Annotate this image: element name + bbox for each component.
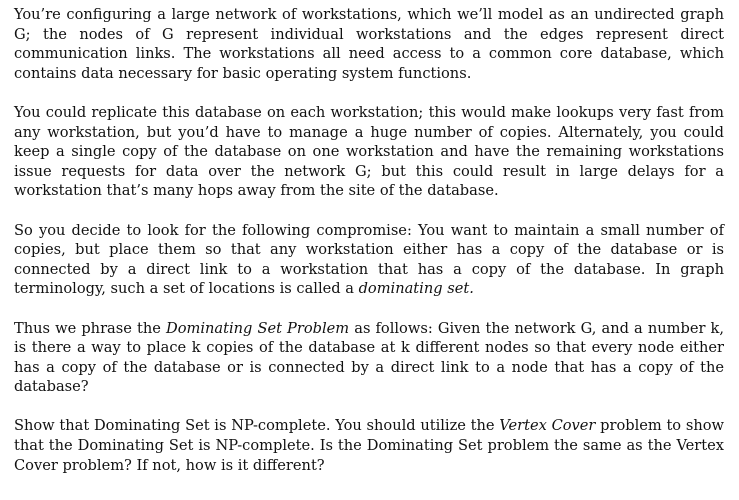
text-segment: as follows: Given the network G, and a number k, is there a way to place k copies of the database at k different nodes so that every node either has a copy of the database or is connected by a direct link to a node that has a copy of the database? [14, 319, 725, 396]
text-segment: So you decide to look for the following compromise: You want to maintain a small number of copies, but place them so that any workstation either has a copy of the database or is connected by a direct link to a workstation that has a copy of the database. In graph terminology, such a set of locations is called a [14, 221, 724, 298]
text-segment: You could replicate this database on each workstation; this would make lookups very fast from any workstation, but you’d have to manage a huge number of copies. Alternately, you could keep a single copy of the database on one workstation and have the remaining workstations issue requests for data over the network G; but this could result in large delays for a workstation that’s many hops away from the site of the database. [14, 103, 724, 200]
paragraph-problem-definition [14, 319, 724, 397]
paragraph-task [14, 416, 724, 475]
text-segment: Show that Dominating Set is NP-complete. You should utilize the [14, 417, 500, 435]
text-segment: problem to show that the Dominating Set is NP-complete. Is the Dominating Set problem the same as the Vertex Cover problem? If not, how is it different? [14, 417, 724, 474]
term-dominating-set: dominating set. [358, 280, 474, 298]
term-vertex-cover: Vertex Cover [499, 417, 596, 435]
paragraph-network-intro [14, 5, 724, 83]
text-segment: You’re configuring a large network of workstations, which we’ll model as an undirected graph G; the nodes of G represent individual workstations and the edges represent direct communication links. The workstations all need access to a common core database, which contains data necessary for basic operating system functions. [14, 6, 724, 82]
paragraph-compromise [14, 221, 724, 299]
paragraph-replication-tradeoff [14, 103, 724, 201]
text-segment: Thus we phrase the [14, 319, 166, 337]
term-dominating-set-problem: Dominating Set Problem [166, 319, 350, 337]
